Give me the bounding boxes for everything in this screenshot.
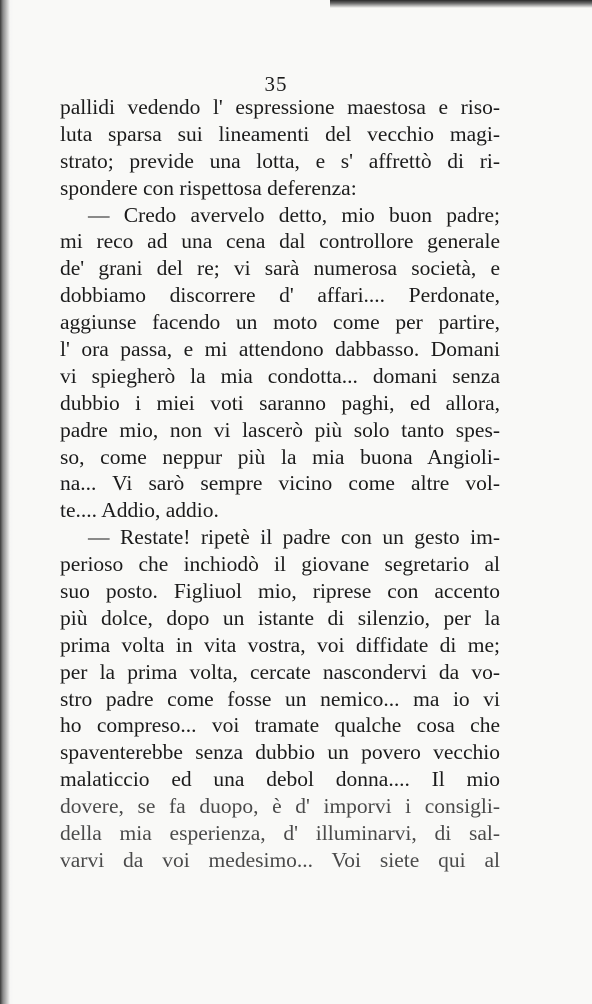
text-line: della mia esperienza, d' illuminarvi, di sal-: [60, 821, 500, 846]
text-line: padre mio, non vi lascerò più solo tanto spes-: [60, 417, 500, 442]
text-line: dovere, se fa duopo, è d' imporvi i consigli-: [60, 794, 500, 819]
text-line: vi spiegherò la mia condotta... domani senza: [60, 363, 500, 388]
text-line: de' grani del re; vi sarà numerosa società, e: [60, 256, 500, 281]
text-line: l' ora passa, e mi attendono dabbasso. Domani: [60, 337, 500, 362]
text-line: più dolce, dopo un istante di silenzio, per la: [60, 605, 500, 630]
text-line: spaventerebbe senza dubbio un povero vecchio: [60, 740, 500, 765]
text-line: dubbio i miei voti saranno paghi, ed allora,: [60, 390, 500, 415]
text-line: perioso che inchiodò il giovane segretario al: [60, 552, 500, 577]
scan-binding-shadow: [0, 0, 14, 1004]
text-line: te.... Addio, addio.: [60, 498, 219, 523]
text-line: dobbiamo discorrere d' affari.... Perdonate,: [60, 283, 500, 308]
text-line: pallidi vedendo l' espressione maestosa e riso-: [60, 95, 500, 119]
text-line: per la prima volta, cercate nascondervi da vo-: [60, 659, 500, 684]
text-line: aggiunse facendo un moto come per partire,: [60, 310, 500, 335]
body-text: [60, 94, 500, 874]
scan-top-edge-shadow: [330, 0, 592, 8]
page-number: 35: [264, 72, 288, 96]
text-line: — Restate! ripetè il padre con un gesto im-: [88, 525, 500, 550]
text-line: na... Vi sarò sempre vicino come altre vol-: [60, 471, 500, 496]
text-line: ho compreso... voi tramate qualche cosa che: [60, 713, 500, 738]
text-line: suo posto. Figliuol mio, riprese con accento: [60, 579, 500, 604]
text-line: luta sparsa sui lineamenti del vecchio magi-: [60, 121, 500, 146]
text-line: malaticcio ed una debol donna.... Il mio: [60, 767, 500, 792]
text-line: stro padre come fosse un nemico... ma io vi: [60, 686, 500, 711]
text-line: mi reco ad una cena dal controllore generale: [60, 229, 500, 254]
text-line: prima volta in vita vostra, voi diffidate di me;: [60, 632, 500, 657]
text-line: varvi da voi medesimo... Voi siete qui al: [60, 847, 500, 872]
text-line: — Credo avervelo detto, mio buon padre;: [88, 202, 500, 227]
text-line: strato; previde una lotta, e s' affrettò di ri-: [60, 148, 500, 173]
text-line: spondere con rispettosa deferenza:: [60, 175, 357, 200]
text-line: so, come neppur più la mia buona Angioli-: [60, 444, 500, 469]
